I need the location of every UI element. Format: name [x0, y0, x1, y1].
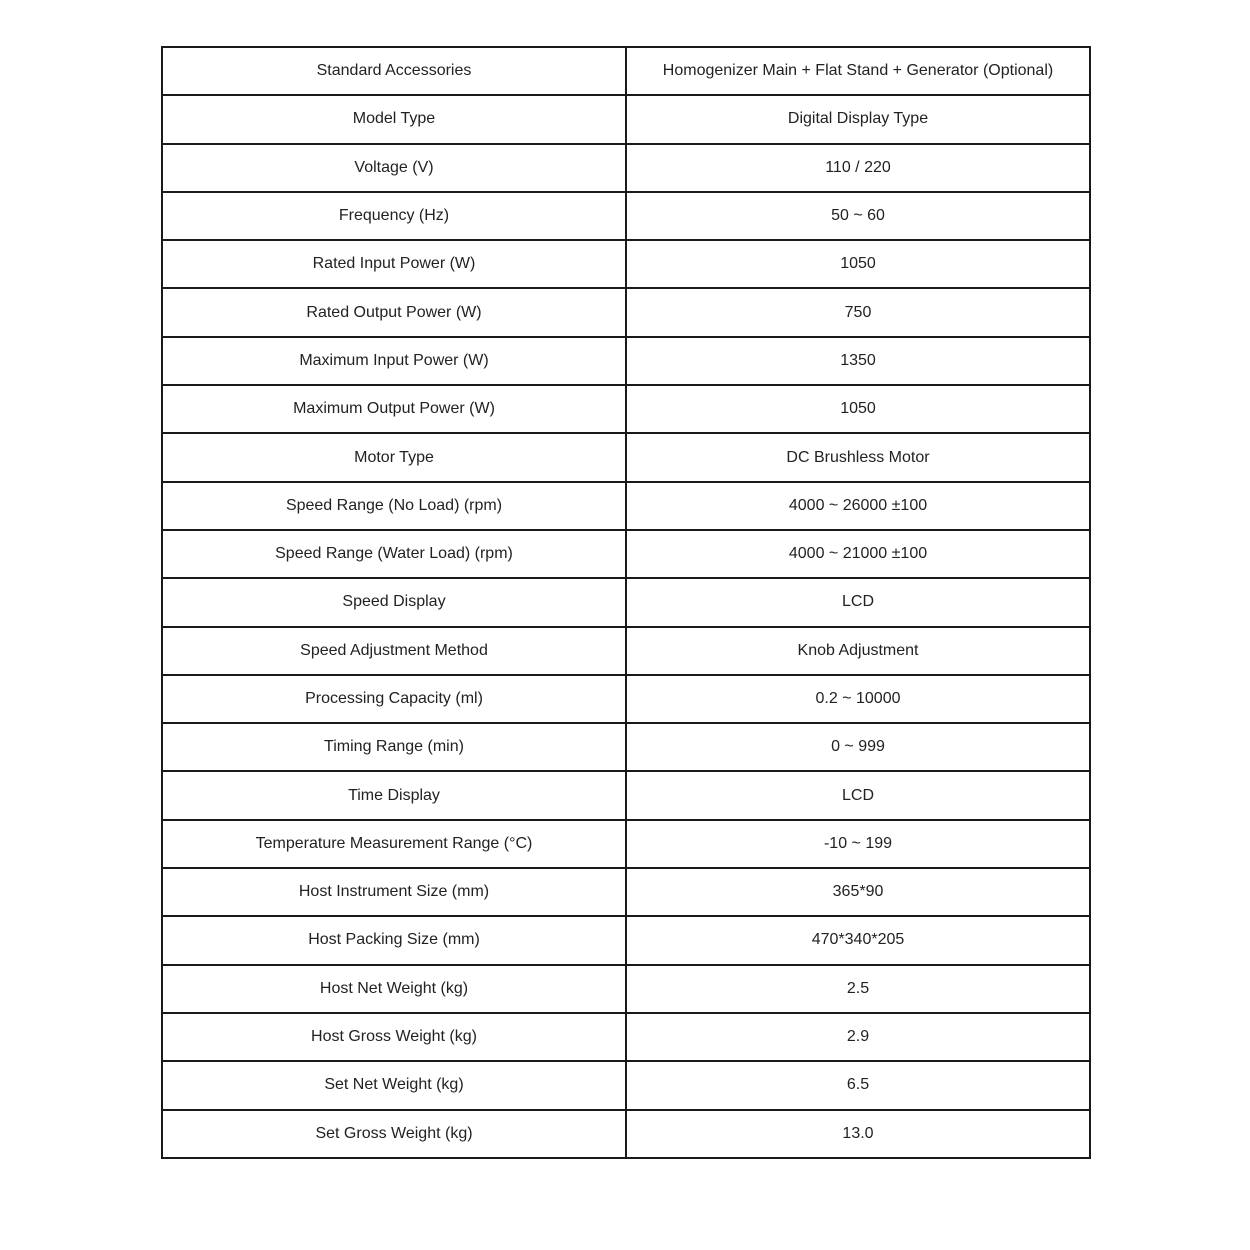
- table-row: [162, 627, 1090, 675]
- spec-table: [161, 46, 1091, 1159]
- table-row: [162, 47, 1090, 95]
- table-row: [162, 144, 1090, 192]
- spec-table-body: [162, 47, 1090, 1158]
- spec-value: LCD: [626, 771, 1090, 819]
- spec-label: Host Net Weight (kg): [162, 965, 626, 1013]
- table-row: [162, 1061, 1090, 1109]
- spec-label: Rated Output Power (W): [162, 288, 626, 336]
- table-row: [162, 482, 1090, 530]
- spec-value: 4000 ~ 26000 ±100: [626, 482, 1090, 530]
- spec-label: Frequency (Hz): [162, 192, 626, 240]
- spec-value: 2.5: [626, 965, 1090, 1013]
- spec-label: Voltage (V): [162, 144, 626, 192]
- spec-label: Standard Accessories: [162, 47, 626, 95]
- table-row: [162, 530, 1090, 578]
- table-row: [162, 578, 1090, 626]
- spec-value: Knob Adjustment: [626, 627, 1090, 675]
- spec-label: Speed Range (Water Load) (rpm): [162, 530, 626, 578]
- table-row: [162, 337, 1090, 385]
- spec-value: 2.9: [626, 1013, 1090, 1061]
- spec-value: LCD: [626, 578, 1090, 626]
- spec-label: Maximum Input Power (W): [162, 337, 626, 385]
- spec-value: DC Brushless Motor: [626, 433, 1090, 481]
- table-row: [162, 868, 1090, 916]
- spec-value: 0 ~ 999: [626, 723, 1090, 771]
- spec-value: 750: [626, 288, 1090, 336]
- table-row: [162, 1110, 1090, 1158]
- spec-label: Host Gross Weight (kg): [162, 1013, 626, 1061]
- table-row: [162, 385, 1090, 433]
- spec-value: 0.2 ~ 10000: [626, 675, 1090, 723]
- table-row: [162, 95, 1090, 143]
- table-row: [162, 723, 1090, 771]
- spec-label: Maximum Output Power (W): [162, 385, 626, 433]
- spec-value: 4000 ~ 21000 ±100: [626, 530, 1090, 578]
- spec-value: 6.5: [626, 1061, 1090, 1109]
- spec-label: Model Type: [162, 95, 626, 143]
- table-row: [162, 675, 1090, 723]
- table-row: [162, 771, 1090, 819]
- table-row: [162, 965, 1090, 1013]
- table-row: [162, 820, 1090, 868]
- spec-value: 110 / 220: [626, 144, 1090, 192]
- table-row: [162, 916, 1090, 964]
- spec-label: Time Display: [162, 771, 626, 819]
- spec-label: Speed Adjustment Method: [162, 627, 626, 675]
- spec-value: Digital Display Type: [626, 95, 1090, 143]
- table-row: [162, 288, 1090, 336]
- spec-value: 1350: [626, 337, 1090, 385]
- spec-label: Speed Range (No Load) (rpm): [162, 482, 626, 530]
- table-row: [162, 240, 1090, 288]
- spec-label: Timing Range (min): [162, 723, 626, 771]
- table-row: [162, 1013, 1090, 1061]
- spec-value: 13.0: [626, 1110, 1090, 1158]
- spec-value: 365*90: [626, 868, 1090, 916]
- spec-label: Set Gross Weight (kg): [162, 1110, 626, 1158]
- table-row: [162, 433, 1090, 481]
- spec-label: Speed Display: [162, 578, 626, 626]
- spec-value: 50 ~ 60: [626, 192, 1090, 240]
- spec-value: Homogenizer Main + Flat Stand + Generator (Optional): [626, 47, 1090, 95]
- table-row: [162, 192, 1090, 240]
- spec-value: 1050: [626, 240, 1090, 288]
- spec-label: Processing Capacity (ml): [162, 675, 626, 723]
- spec-value: 1050: [626, 385, 1090, 433]
- spec-label: Temperature Measurement Range (°C): [162, 820, 626, 868]
- spec-label: Rated Input Power (W): [162, 240, 626, 288]
- spec-label: Host Instrument Size (mm): [162, 868, 626, 916]
- spec-label: Set Net Weight (kg): [162, 1061, 626, 1109]
- spec-label: Host Packing Size (mm): [162, 916, 626, 964]
- spec-value: -10 ~ 199: [626, 820, 1090, 868]
- spec-value: 470*340*205: [626, 916, 1090, 964]
- spec-label: Motor Type: [162, 433, 626, 481]
